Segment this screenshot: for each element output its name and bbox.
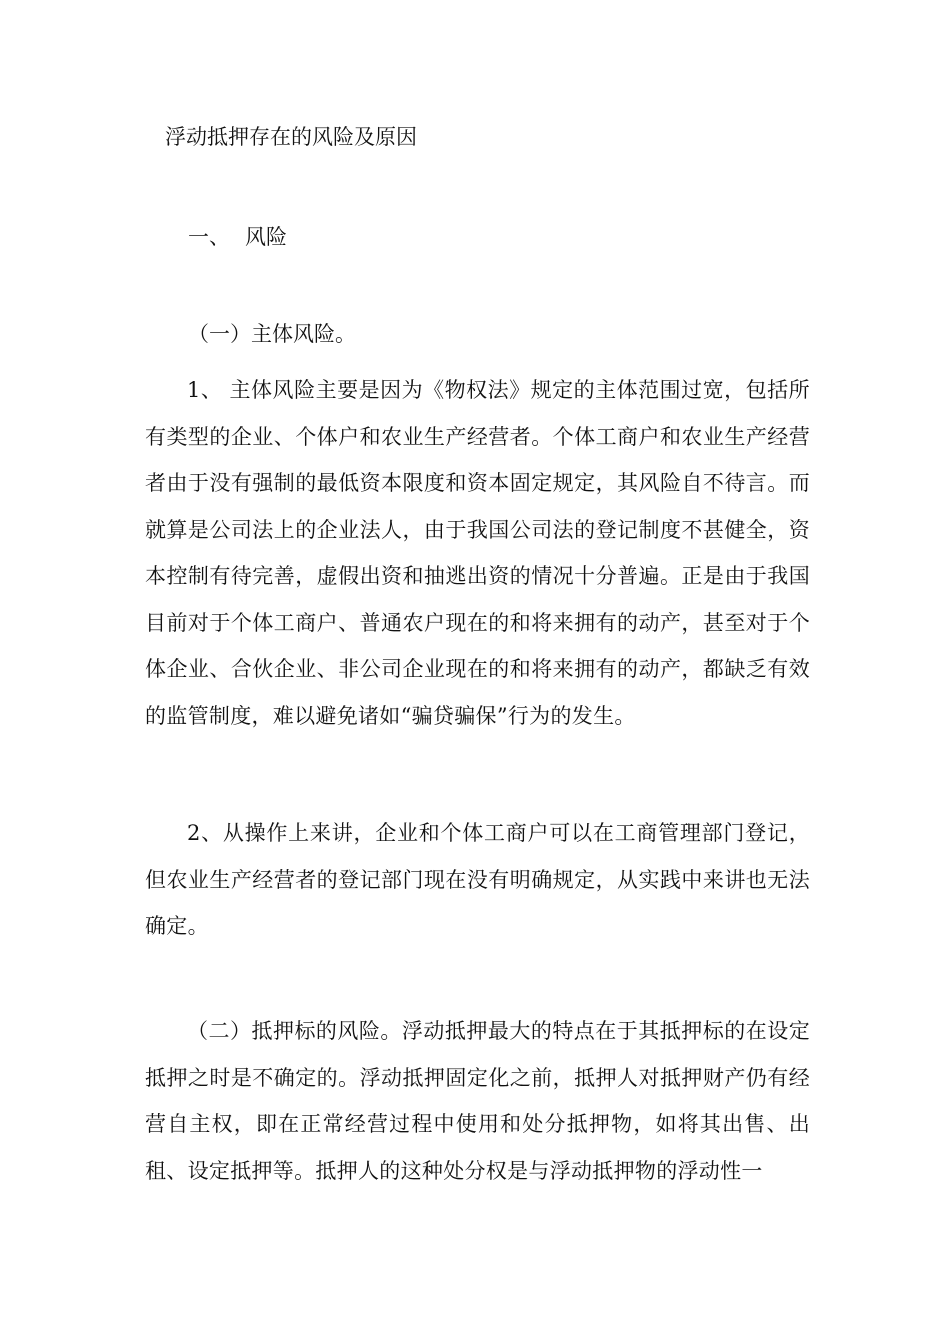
section-heading	[188, 221, 287, 253]
paragraph-collateral-risk: （二）抵押标的风险。浮动抵押最大的特点在于其抵押标的在设定抵押之时是不确定的。浮动抵押固定化之前，抵押人对抵押财产仍有经营自主权，即在正常经营过程中使用和处分抵押物，如将其出售、出租、设定抵押等。抵押人的这种处分权是与浮动抵押物的浮动性一	[145, 1019, 810, 1183]
subsection-heading: （一）主体风险。	[188, 322, 356, 346]
section-label: 风险	[245, 225, 287, 249]
document-title: 浮动抵押存在的风险及原因	[165, 125, 417, 149]
paragraph-subject-risk: 1、 主体风险主要是因为《物权法》规定的主体范围过宽，包括所有类型的企业、个体户和农业生产经营者。个体工商户和农业生产经营者由于没有强制的最低资本限度和资本固定规定，其风险自不待言。而就算是公司法上的企业法人，由于我国公司法的登记制度不甚健全，资本控制有待完善，虚假出资和抽逃出资的情况十分普遍。正是由于我国目前对于个体工商户、普通农户现在的和将来拥有的动产，甚至对于个体企业、合伙企业、非公司企业现在的和将来拥有的动产，都缺乏有效的监管制度，难以避免诸如“骗贷骗保”行为的发生。	[145, 378, 810, 728]
section-number: 一、	[188, 225, 230, 249]
paragraph-operation: 2、从操作上来讲，企业和个体工商户可以在工商管理部门登记，但农业生产经营者的登记部门现在没有明确规定，从实践中来讲也无法确定。	[145, 821, 810, 938]
